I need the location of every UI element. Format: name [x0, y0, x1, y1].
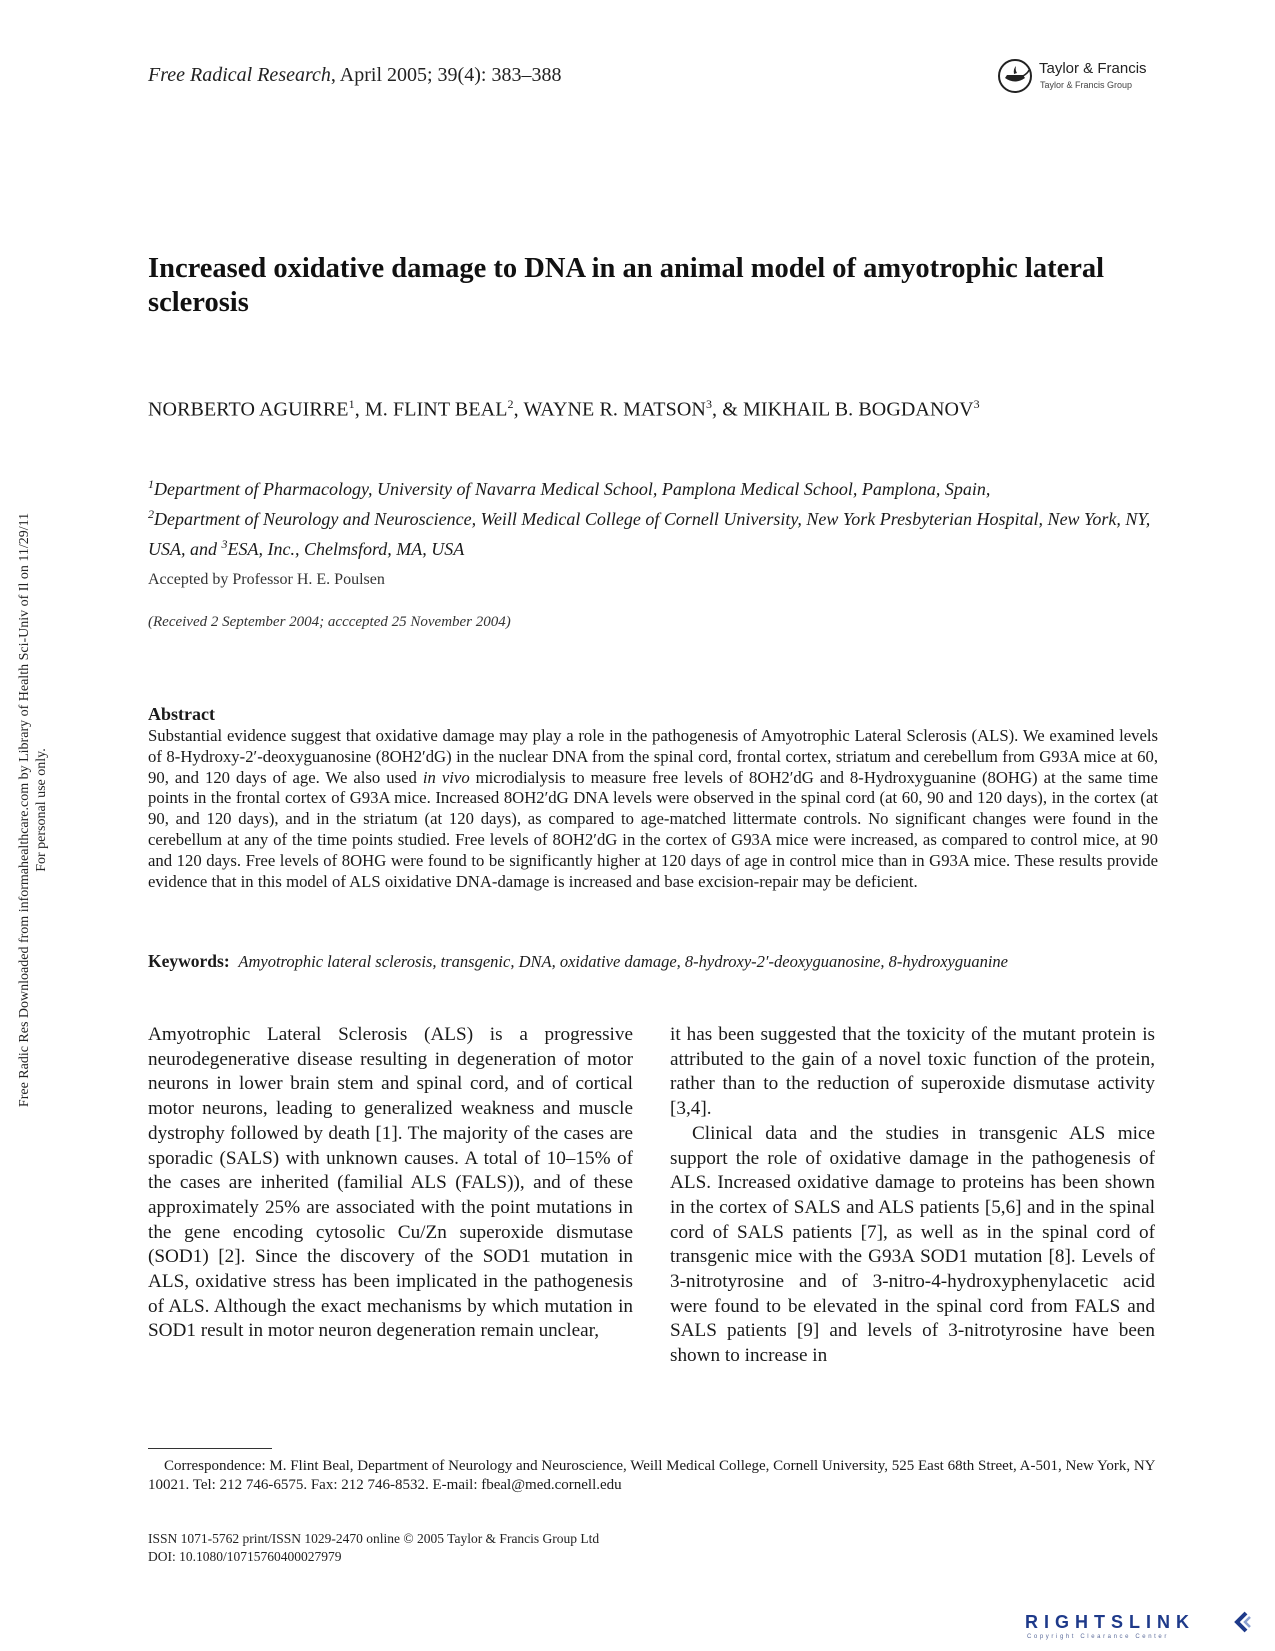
author-affiliation-mark: 2 [507, 397, 514, 411]
author-name: WAYNE R. MATSON [523, 398, 706, 421]
publisher-logo [997, 56, 1157, 96]
journal-citation [148, 64, 561, 87]
journal-issue: , April 2005; 39(4): 383–388 [330, 64, 562, 86]
author-name: M. FLINT BEAL [364, 398, 508, 421]
author-affiliation-mark: 3 [973, 397, 980, 411]
affiliation-mark: 2 [148, 507, 154, 521]
affiliation-1: Department of Pharmacology, University of Navarra Medical School, Pamplona Medical School, Pamplona, Spain, [154, 479, 991, 499]
journal-name: Free Radical Research [148, 64, 331, 86]
body-paragraph: it has been suggested that the toxicity of the mutant protein is attributed to the gain of a novel toxic function of the protein, rather than to the reduction of superoxide dismutase activity [3,4]. [670, 1024, 1155, 1120]
keywords-label: Keywords: [148, 951, 230, 971]
keywords [148, 951, 1158, 972]
body-paragraph: Amyotrophic Lateral Sclerosis (ALS) is a progressive neurodegenerative disease resulting in degeneration of motor neurons in lower brain stem and spinal cord, and of cortical motor neurons, leading to generalized weakness and muscle dystrophy followed by death [1]. The majority of the cases are sporadic (SALS) with unknown causes. A total of 10–15% of the cases are inherited (familial ALS (FALS)), and of these approximately 25% are associated with the point mutations in the gene encoding cytosolic Cu/Zn superoxide dismutase (SOD1) [2]. Since the discovery of the SOD1 mutation in ALS, oxidative stress has been implicated in the pathogenesis of ALS. Although the exact mechanisms by which mutation in SOD1 result in motor neuron degeneration remain unclear, [148, 1024, 633, 1342]
download-watermark-line-1: Free Radic Res Downloaded from informahealthcare.com by Library of Health Sci-Univ of Il on 11/29/11 [17, 512, 32, 1108]
body-paragraph: Clinical data and the studies in transgenic ALS mice support the role of oxidative damage in the pathogenesis of ALS. Increased oxidative damage to proteins has been shown in the cortex of SALS and ALS patients [5,6] and in the spinal cord of SALS patients [7], as well as in the spinal cord of transgenic mice with the G93A SOD1 mutation [8]. Levels of 3-nitrotyrosine and of 3-nitro-4-hydroxyphenylacetic acid were found to be elevated in the spinal cord from FALS and SALS patients [9] and levels of 3-nitrotyrosine have been shown to increase in [670, 1122, 1155, 1367]
publisher-name: Taylor & Francis [1039, 60, 1147, 77]
abstract-part-1: Substantial evidence suggest that oxidative damage may play a role in the pathogenesis of Amyotrophic Lateral Sclerosis (ALS). We examined levels of 8-Hydroxy-2′-deoxyguanosine (8OH2′dG) in the nuclear DNA from the spinal cord, frontal cortex, striatum and cerebellum from G93A mice at 60, 90, and 120 days of age. We also used [148, 726, 1158, 787]
doi-line: DOI: 10.1080/10715760400027979 [148, 1549, 342, 1564]
rightslink-subtext: Copyright Clearance Center [1027, 1634, 1169, 1640]
affiliation-mark: 1 [148, 477, 154, 491]
issn-block [148, 1530, 599, 1566]
received-dates: (Received 2 September 2004; acccepted 25 November 2004) [148, 614, 511, 630]
issn-line: ISSN 1071-5762 print/ISSN 1029-2470 online © 2005 Taylor & Francis Group Ltd [148, 1531, 600, 1546]
download-watermark-text [16, 470, 50, 1150]
footnote-rule [148, 1448, 272, 1449]
author-separator: , [354, 398, 365, 421]
author-affiliation-mark: 1 [348, 397, 355, 411]
author-separator: , [513, 398, 524, 421]
taylor-francis-lamp-icon [997, 58, 1035, 94]
rightslink-logo[interactable] [1025, 1610, 1260, 1642]
abstract-in-vivo: in vivo [422, 767, 470, 787]
accepted-by: Accepted by Professor H. E. Poulsen [148, 571, 385, 588]
affiliation-2: Department of Neurology and Neuroscience, Weill Medical College of Cornell University, New York Presbyterian Hospital, New York, NY, USA, and [148, 509, 1151, 559]
affiliations [148, 472, 1158, 562]
author-name: MIKHAIL B. BOGDANOV [743, 398, 974, 421]
correspondence-footnote: Correspondence: M. Flint Beal, Department of Neurology and Neuroscience, Weill Medical College, Cornell University, 525 East 68th Street, A-501, New York, NY 10021. Tel: 212 746-6575. Fax: 212 746-8532. E-mail: fbeal@med.cornell.edu [148, 1458, 1155, 1493]
author-list [148, 390, 1158, 424]
abstract-text [148, 726, 1158, 892]
affiliation-mark: 3 [221, 537, 228, 551]
publisher-group: Taylor & Francis Group [1040, 80, 1133, 90]
download-watermark [10, 470, 70, 1150]
author-affiliation-mark: 3 [705, 397, 713, 411]
rightslink-text: RIGHTSLINK [1025, 1612, 1195, 1632]
abstract-part-2: microdialysis to measure free levels of 8OH2′dG and 8-Hydroxyguanine (8OHG) at the same time points in the frontal cortex of G93A mice. Increased 8OH2′dG DNA levels were observed in the spinal cord (at 60, 90 and 120 days), in the cortex (at 90, and 120 days), and in the striatum (at 120 days), as compared to age-matched littermate controls. No significant changes were found in the cerebellum at any of the time points studied. Free levels of 8OH2′dG in the cortex of G93A mice were increased, as compared to control mice, at 90 and 120 days. Free levels of 8OHG were found to be significantly higher at 120 days of age in control mice than in G93A mice. These results provide evidence that in this model of ALS oixidative DNA-damage is increased and base excision-repair may be deficient. [148, 767, 1159, 891]
rightslink-arrow-icon [1233, 1610, 1255, 1634]
author-separator: , & [712, 398, 744, 421]
keywords-text: Amyotrophic lateral sclerosis, transgenic, DNA, oxidative damage, 8-hydroxy-2′-deoxyguanosine, 8-hydroxyguanine [238, 952, 1009, 971]
abstract-heading: Abstract [148, 704, 215, 724]
article-title: Increased oxidative damage to DNA in an animal model of amyotrophic lateral sclerosis [148, 253, 1105, 318]
author-name: NORBERTO AGUIRRE [148, 398, 349, 421]
body-column-left [148, 1023, 633, 1344]
download-watermark-line-2: For personal use only. [34, 748, 49, 872]
affiliation-3: ESA, Inc., Chelmsford, MA, USA [227, 539, 465, 559]
body-column-right [670, 1023, 1155, 1369]
